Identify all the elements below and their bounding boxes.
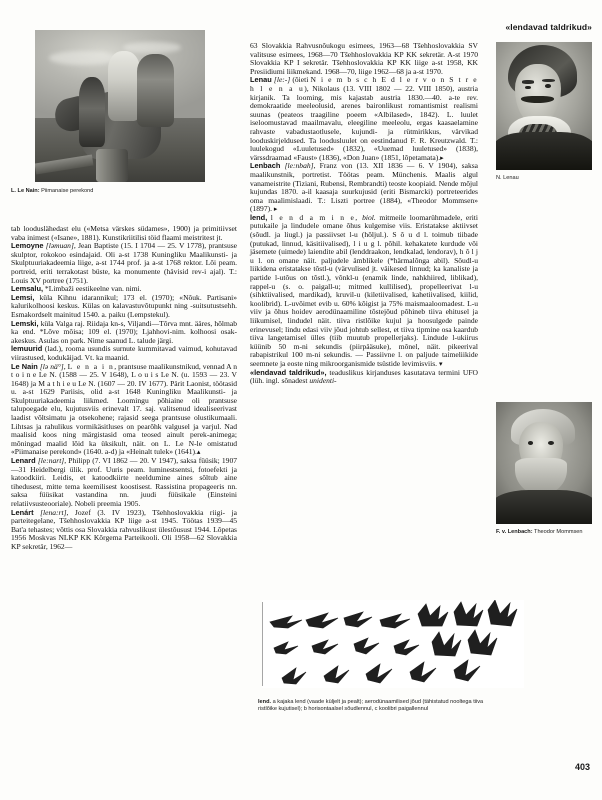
entry-lemuurid: lemuurid (lad.), rooma usundis surnute kummitavad vaimud, kohutavad viirastused, kodukäijad. Vt. ka maanid. — [11, 344, 237, 362]
page-number: 403 — [574, 762, 590, 772]
running-head: «lendavad taldrikud» — [505, 22, 592, 32]
headword-lemsi: Lemsi, — [11, 292, 35, 302]
mommsen-portrait-image — [496, 402, 592, 524]
painting-figure-woman — [108, 51, 140, 121]
figure-le-nain-painting — [35, 30, 205, 182]
le-nain-painting-image — [35, 30, 205, 182]
painting-cloud — [123, 42, 181, 53]
caption-lead: F. v. Lenbach: — [496, 529, 533, 535]
latin-term: unidenti- — [309, 376, 337, 386]
headword-lend: lend, — [250, 212, 268, 222]
entry-lend: lend, l e n d a m i n e, biol. mitmeile loomarühmadele, eriti putukaile ja lindudele omane õhus kulgemise viis. Eristatakse aktiivset (sõudl. ja liugl.) ja passiivset l-u (hõljul.). S õ u d l. toimub tiibade (putukad, linnud, käsitiivalised), l i u g l. põhil. kehakatete kurdude või jäsemete (uimede) laiendite abil (lenddraakon, lendkalad, lendorav), h õ l j u l. on omane näit. paljudele ämblikele (*härmalõnga abil). Sõudl-u liikidena eristatakse tõstl-u (värvulised jt. väikesed linnud; ka kanaliste ja partide l-utõus on tõstl.), võnkl-u (enamik linde, nahkhiired, liblikad), rappel-u (s. o. paigall-u; mitmed kullilised), propelleerivat l-u (sihktiivalised, mardikad), kruvil-u (kiletiivalised, kahetiivalised, kiilid, koolibrid). L-uvõimet evib u. 60% kõigist ja 75% maismaaloomadest. L-u viiv ja õhus hoidev aerodünaamiline tõstejõud põhineb tiiva ehitusel ja liikumisel, lindudel näit. tiiva ristlõike kujul ja hoosulgede painde erinevusel; lindu edasi viiv jõud johtub sellest, et tiiva tipmine osa kaardub tiiva langetamisel ülles (tiib muutub propellerjaks). Lindude l-ukiirus küünib 50 m-ni sekundis (piirpääsuke), mõnel, näit. pikeerival rabapistrikul 100 m-ni sekundis. — Passiivne l. on paljude taimeliikide seemnete ja eoste ning mikroorganismide tsüstide levimisviis. ▾ — [250, 214, 478, 369]
entry-lendavad-taldrikud: «lendavad taldrikud», teaduslikus kirjanduses kasutatava termini UFO (lüh. ingl. sõnadest unidenti- — [250, 367, 478, 386]
variant-name-spaced: L e n a i n — [67, 361, 115, 371]
caption-lead: L. Le Nain: — [11, 188, 40, 194]
headword-lenbach: Lenbach — [250, 161, 281, 171]
headword-lenart: Lenárt — [11, 507, 34, 517]
portrait-coat — [496, 490, 592, 524]
entry-lenart-continuation: 63 Slovakkia Rahvusnõukogu esimees, 1963—68 Tšehhoslovakkia SV valitsuse esimees, 1968—70 Tšehhoslovakkia KP KK sekretär. A-st 1970 Slovakkia KP I sekretär. Tšehhoslovakkia KP KK liige a-st 1958, KK Presiidiumi liikmekand. 1968—70, liige 1962—68 ja a-st 1970. — [250, 41, 478, 76]
entry-lenart: Lenárt [lena:rt], Jozef (3. IV 1923), Tšehhoslovakkia riigi- ja parteitegelane, Tšehhoslovakkia KP liige a-st 1945. Töötas 1939—45 Bat'a tehastes; võttis osa Slovakkia rahvuslikust ülestõusust 1944. Lõpetas 1956 Moskvas NLKP KK Kõrgema Parteikooli. Oli 1958—62 Slovakkia KP sekretär, 1962— — [11, 507, 237, 551]
portrait-eye — [525, 86, 531, 90]
entry-le-nain: Le Nain [lə nä°], L e n a i n, prantsuse maalikunstnikud, vennad A n t o i n e Le N. (1588 — 25. V 1648), L o u i s Le N. (u. 1593 — 23. V 1648) ja M a t h i e u Le N. (1607 — 20. IV 1677). Pärit Laonist, töötasid u. a-st 1629 Pariisis, olid a-st 1648 Kuningliku Maalikunsti- ja Skulptuuriakadeemia liikmed. Loomingu põhiaine oli prantsuse talupoegade elu, kujutusviis erinevalt 17. saj. valitsenud idealiseerivast laadist võltsimatu ja otsekohene; rajasid seega prantsuse olustikumaali. Lihtsas ja rahulikus vormikäsitluses on pearõhk valgusel ja varjul. Nad maalisid koos ning märgistasid oma teosed ainult perek-animega; mõningad maalid lõid ka üksikult, näit. on L. Le N-le omistatud «Piimanaise perekond» (1640. a-d) ja «Heinalt tulek» (1641). ▴ — [11, 363, 237, 458]
entry-lemoyne-continuation: tab looduslähedast elu («Metsa värskes südames», 1900) ja primitiivset vaba inimest («Isane», 1881). Kunstikriitilisi töid flaami meistritest jt. — [11, 224, 237, 242]
caption-bird-flight — [258, 697, 488, 712]
portrait-coat — [496, 132, 592, 170]
painting-barrel — [96, 149, 128, 182]
field-label: biol. — [362, 212, 376, 222]
headword-le-nain: Le Nain — [11, 361, 38, 371]
real-name-spaced: N i e m b s c h E d l e r v o n S t r e h l e n a u — [250, 75, 478, 93]
entry-lemoyne: Lemoyne [ləmuan], Jean Baptiste (15. I 1704 — 25. V 1778), prantsuse skulptor, rokokoo esindajaid. Oli a-st 1738 Kuningliku Maalikunsti- ja Skulptuuriakadeemia liige, a-st 1744 prof. ja a-st 1768 rektor. Lõi peam. portreid, eriti terrakotast büste, ka monumente (hävisid rev-i ajal). T.: Louis XV portree (1751). — [11, 241, 237, 285]
figure-bird-flight-diagram — [262, 600, 524, 688]
headword-lemski: Lemski, — [11, 318, 39, 328]
caption-lenau — [496, 173, 596, 182]
pronunciation: [ləmuan] — [45, 241, 74, 251]
caption-le-nain — [11, 186, 211, 195]
lenau-portrait-image — [496, 42, 592, 170]
entry-lemsi: Lemsi, küla Kihnu idarannikul; 173 el. (1970); «Nõuk. Partisani» kalurikolhoosi keskus. Külas on kalavastuvõtupunkt ning -suitsutustsehh. Esmakordselt mainitud 1540. a. paiku (Lempstekul). — [11, 292, 237, 319]
left-column — [11, 225, 237, 552]
caption-mommsen — [496, 527, 600, 536]
portrait-eye — [545, 84, 551, 88]
caption-text: Theodor Mommsen — [532, 529, 583, 535]
headword-lemsalu: Lemsalu, — [11, 284, 44, 294]
headword-lenard: Lenard — [11, 456, 36, 466]
middle-column — [250, 42, 478, 386]
pronunciation: [lena:rt] — [40, 507, 67, 517]
figure-lenau-portrait — [496, 42, 592, 170]
headword-lemuurid: lemuurid — [11, 344, 43, 354]
pronunciation: [le:nart] — [37, 456, 65, 466]
entry-lenbach: Lenbach [le:nbah], Franz von (13. XII 1836 — 6. V 1904), saksa maalikunstnik, portretist. Töötas peam. Münchenis. Maalis algul vanameistrite (Tiziani, Rubensi, Rembrandti) teoste koopiaid. Nende mõjul kujundas 1870. a-il kaasaja suurkujusid (eriti Bismarcki) portreteerides oma maalimislaadi. T.: Liszti portree (1884), «Theodor Mommsen» (1897). ▸ — [250, 162, 478, 214]
caption-text: N. Lenau — [496, 175, 519, 181]
caption-text: Piimanaise perekond — [39, 188, 94, 194]
painting-cloud — [49, 51, 117, 65]
synonym-spaced: l e n d a m i n e, — [270, 212, 359, 222]
entry-lemski: Lemski, küla Valga raj. Riidaja kn-s, Viljandi—Tõrva mnt. ääres, hõlmab ka end. *Lõve mõisa; 109 el. (1970); Ljahhovi-nim. kolhoosi osak-akeskus. Asulas on park. Nime saanud L. talude järgi. — [11, 318, 237, 345]
headword-lendavad-taldrikud: «lendavad taldrikud», — [250, 367, 327, 377]
entry-lemsalu: Lemsalu, *Limbaži eestikeelne van. nimi. — [11, 284, 142, 294]
portrait-face — [515, 64, 561, 124]
pronunciation: [le:nbah] — [284, 161, 314, 171]
caption-lead: lend. — [258, 699, 272, 705]
flight-diagram-svg — [262, 600, 524, 688]
entry-lenau: Lenau [le:-] (õieti N i e m b s c h E d l e r v o n S t r e h l e n a u), Nikolaus (13. VIII 1802 — 22. VIII 1850), austria kirjanik. Ta looming, mis kajastab austria 1830.—40. a-te rev. demokraatide meeleolusid, arenes baironlikust romantismist realismi suunas (peateos traagiline poeem «Albilased», 1842). L. luulet iseloomustavad maailmavalu, eleegiline meeleolu, ergas kaasaelamine rahvaste vabadustaotlusele, kujundi- ja rütmirikkus, värvikad looduskirjeldused. Ta loodusluulet on eestindanud F. R. Kreutzwald. T.: luulekogud «Luuletused» (1832), «Uuemad luuletused» (1838), värssdraamad «Faust» (1836), «Don Juan» (1851, lõpetamata). ▸ — [250, 76, 478, 162]
pronunciation: [le:-] — [273, 75, 291, 85]
painting-figure-man — [137, 54, 174, 127]
figure-mommsen-portrait — [496, 402, 592, 524]
portrait-eye — [548, 441, 554, 445]
bird-flight-diagram-image — [262, 600, 524, 688]
portrait-eyebrow — [522, 80, 534, 83]
pronunciation: [lə nä°] — [39, 361, 64, 371]
headword-lenau: Lenau — [250, 75, 272, 85]
caption-text: a kajaka lend (vaade küljelt ja pealt); aerodünaamilised jõud (tähistatud nooltega tiiva ristlõike kujutisel); b horisontaalsel sõudlennul, c koolibri paigallennul — [258, 699, 484, 712]
headword-lemoyne: Lemoyne — [11, 241, 44, 251]
entry-lenard: Lenard [le:nart], Philipp (7. VI 1862 — 20. V 1947), saksa füüsik; 1907—31 Heidelbergi ülik. prof. Uuris peam. luminestsentsi, fotoefekti ja katoodkiiri. Leidis, et katoodkiirte neeldumine aines sõltub aine tihedusest, mitte tema keemilisest koostisest. Rassistina propageeris nn. saksa füüsikat vastandina nn. juudi füüsikale (Einsteini relatiivsusteooriale). Nobeli preemia 1905. — [11, 456, 237, 508]
painting-figure-child — [79, 77, 105, 147]
